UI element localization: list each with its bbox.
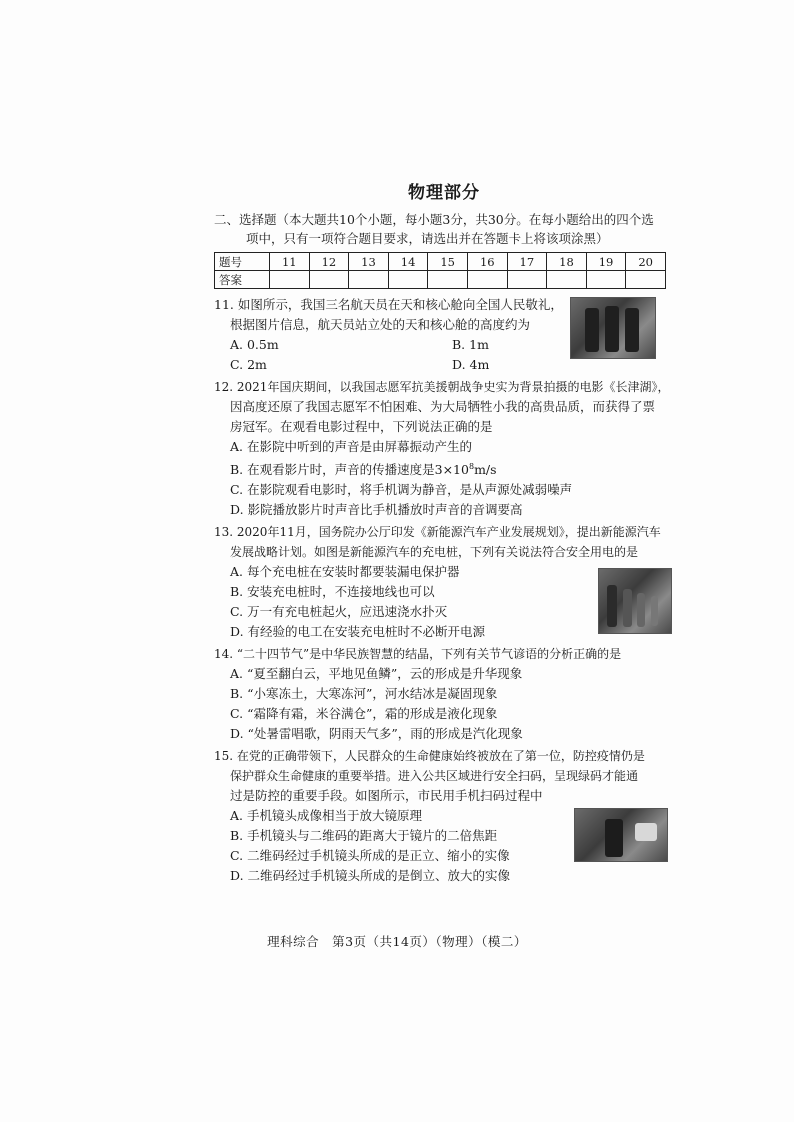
q14-option-b: B. “小寒冻土，大寒冻河”，河水结冰是凝固现象 bbox=[230, 686, 498, 702]
number-cell: 15 bbox=[428, 253, 468, 271]
number-cell: 12 bbox=[309, 253, 349, 271]
q12-option-b bbox=[214, 457, 674, 480]
answer-cell bbox=[626, 271, 666, 289]
q15-option-a: A. 手机镜头成像相当于放大镜原理 bbox=[230, 808, 422, 824]
answer-cell bbox=[270, 271, 310, 289]
q15-stem-line2: 保护群众生命健康的重要举措。进入公共区域进行安全扫码，呈现绿码才能通 bbox=[230, 769, 639, 784]
qr-code-sign bbox=[635, 823, 657, 841]
question-12 bbox=[214, 377, 674, 520]
answer-cell bbox=[547, 271, 587, 289]
astronaut-figure bbox=[585, 308, 599, 352]
number-cell: 19 bbox=[586, 253, 626, 271]
charging-pile-figure bbox=[637, 593, 645, 627]
q12-option-b-text: B. 在观看影片时，声音的传播速度是3×10 bbox=[230, 462, 469, 478]
q11-option-b: B. 1m bbox=[452, 337, 489, 352]
number-cell: 16 bbox=[467, 253, 507, 271]
q15-option-c: C. 二维码经过手机镜头所成的是正立、缩小的实像 bbox=[230, 848, 510, 864]
charging-pile-photo bbox=[598, 568, 672, 634]
q15-stem-line1: 15. 在党的正确带领下，人民群众的生命健康始终被放在了第一位，防控疫情仍是 bbox=[214, 749, 645, 764]
q11-option-a: A. 0.5m bbox=[230, 337, 279, 352]
number-cell: 18 bbox=[547, 253, 587, 271]
section-heading bbox=[214, 210, 674, 248]
q13-option-d: D. 有经验的电工在安装充电桩时不必断开电源 bbox=[230, 624, 486, 640]
answer-cell bbox=[428, 271, 468, 289]
answer-cell bbox=[586, 271, 626, 289]
q15-option-d: D. 二维码经过手机镜头所成的是倒立、放大的实像 bbox=[230, 868, 511, 884]
q14-option-d: D. “处暑雷唱歌，阴雨天气多”，雨的形成是汽化现象 bbox=[230, 726, 523, 742]
q12-option-c: C. 在影院观看电影时，将手机调为静音，是从声源处减弱噪声 bbox=[230, 482, 573, 498]
answer-table-number-row bbox=[215, 253, 666, 271]
number-header-cell: 题号 bbox=[215, 253, 270, 271]
q12-stem-line1: 12. 2021年国庆期间，以我国志愿军抗美援朝战争史实为背景拍摄的电影《长津湖》， bbox=[214, 380, 670, 394]
charging-pile-figure bbox=[651, 596, 658, 626]
answer-cell bbox=[388, 271, 428, 289]
q12-option-b-exponent: 8 bbox=[468, 462, 475, 471]
answer-cell bbox=[467, 271, 507, 289]
citizen-figure bbox=[605, 819, 623, 857]
answer-cell bbox=[349, 271, 389, 289]
astronaut-figure bbox=[625, 308, 639, 352]
q13-option-b: B. 安装充电桩时，不连接地线也可以 bbox=[230, 584, 435, 600]
number-cell: 14 bbox=[388, 253, 428, 271]
q12-option-a: A. 在影院中听到的声音是由屏幕振动产生的 bbox=[230, 439, 472, 454]
q13-option-c: C. 万一有充电桩起火，应迅速浇水扑灭 bbox=[230, 604, 448, 620]
q12-stem-line3: 房冠军。在观看电影过程中，下列说法正确的是 bbox=[230, 419, 493, 434]
number-cell: 11 bbox=[270, 253, 310, 271]
q11-stem-line1: 11. 如图所示，我国三名航天员在天和核心舱向全国人民敬礼， bbox=[214, 297, 563, 312]
q15-option-b: B. 手机镜头与二维码的距离大于镜片的二倍焦距 bbox=[230, 828, 498, 844]
page-content bbox=[214, 182, 674, 886]
qr-scan-photo bbox=[574, 808, 668, 862]
q11-option-d: D. 4m bbox=[452, 357, 490, 372]
q15-stem-line3: 过是防控的重要手段。如图所示，市民用手机扫码过程中 bbox=[230, 788, 543, 804]
question-13 bbox=[214, 522, 674, 642]
q13-option-a: A. 每个充电桩在安装时都要装漏电保护器 bbox=[230, 564, 460, 580]
number-cell: 20 bbox=[626, 253, 666, 271]
answer-table-answer-row bbox=[215, 271, 666, 289]
q11-option-c: C. 2m bbox=[230, 357, 267, 372]
q14-option-a: A. “夏至翻白云，平地见鱼鳞”，云的形成是升华现象 bbox=[230, 666, 523, 682]
charging-pile-figure bbox=[623, 589, 632, 627]
section-heading-line1: 二、选择题（本大题共10个小题，每小题3分，共30分。在每小题给出的四个选 bbox=[214, 212, 654, 227]
number-cell: 17 bbox=[507, 253, 547, 271]
charging-pile-figure bbox=[607, 585, 617, 627]
astronaut-figure bbox=[605, 306, 619, 352]
answer-header-cell: 答案 bbox=[215, 271, 270, 289]
number-cell: 13 bbox=[349, 253, 389, 271]
q12-option-d: D. 影院播放影片时声音比手机播放时声音的音调要高 bbox=[230, 502, 523, 518]
q12-option-b-unit: m/s bbox=[474, 462, 497, 478]
page-title: 物理部分 bbox=[408, 183, 480, 203]
answer-cell bbox=[507, 271, 547, 289]
q13-stem-line1: 13. 2020年11月，国务院办公厅印发《新能源汽车产业发展规划》，提出新能源汽车 bbox=[214, 525, 661, 540]
q14-stem-line1: 14. “二十四节气”是中华民族智慧的结晶，下列有关节气谚语的分析正确的是 bbox=[214, 647, 622, 662]
q13-stem-line2: 发展战略计划。如图是新能源汽车的充电桩，下列有关说法符合安全用电的是 bbox=[230, 545, 639, 560]
section-heading-line2: 项中，只有一项符合题目要求，请选出并在答题卡上将该项涂黑） bbox=[246, 231, 609, 246]
question-15 bbox=[214, 746, 674, 886]
question-11 bbox=[214, 295, 674, 375]
astronauts-photo bbox=[570, 297, 656, 359]
answer-table bbox=[214, 252, 666, 289]
q11-stem-line2: 根据图片信息，航天员站立处的天和核心舱的高度约为 bbox=[230, 317, 531, 332]
page-footer: 理科综合 第3页（共14页）（物理）（模二） bbox=[267, 934, 527, 949]
answer-cell bbox=[309, 271, 349, 289]
q12-stem-line2: 因高度还原了我国志愿军不怕困难、为大局牺牲小我的高贵品质，而获得了票 bbox=[230, 399, 656, 414]
question-14 bbox=[214, 644, 674, 744]
q14-option-c: C. “霜降有霜，米谷满仓”，霜的形成是液化现象 bbox=[230, 706, 498, 722]
